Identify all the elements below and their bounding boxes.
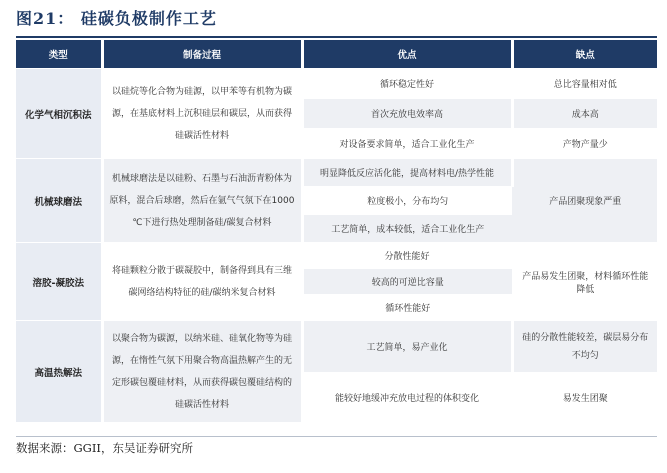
pro-cell: 首次充放电效率高 (302, 99, 512, 129)
figure-title: 图21： 硅碳负极制作工艺 (16, 9, 217, 28)
type-cell: 高温热解法 (16, 321, 102, 423)
data-source: 数据来源：GGII，东吴证券研究所 (16, 441, 193, 455)
con-cell: 硅的分散性能较差，碳层易分布不均匀 (512, 321, 657, 373)
pro-cell: 对设备要求简单，适合工业化生产 (302, 129, 512, 159)
process-table (16, 40, 657, 423)
bottom-rule (16, 436, 657, 437)
table-row (16, 321, 657, 373)
pro-cell: 粒度极小，分布均匀 (302, 187, 512, 215)
process-cell: 将硅颗粒分散于碳凝胶中，制备得到具有三维碳网络结构特征的硅/碳纳米复合材料 (102, 243, 302, 321)
table-row (16, 243, 657, 269)
header-process: 制备过程 (102, 40, 302, 69)
con-cell: 易发生团聚 (512, 373, 657, 423)
type-cell: 机械球磨法 (16, 159, 102, 243)
con-cell: 成本高 (512, 99, 657, 129)
pro-cell: 工艺简单，易产业化 (302, 321, 512, 373)
table-header-row (16, 40, 657, 69)
con-cell: 总比容量相对低 (512, 69, 657, 99)
pro-cell: 较高的可逆比容量 (302, 269, 512, 295)
pro-cell: 循环性能好 (302, 295, 512, 321)
process-cell: 以硅烷等化合物为硅源，以甲苯等有机物为碳源，在基底材料上沉积硅层和碳层，从而获得硅碳活性材料 (102, 69, 302, 159)
pro-cell: 循环稳定性好 (302, 69, 512, 99)
type-cell: 化学气相沉积法 (16, 69, 102, 159)
pro-cell: 明显降低反应活化能，提高材料电/热学性能 (302, 159, 512, 187)
pro-cell: 工艺简单，成本较低，适合工业化生产 (302, 215, 512, 243)
title-rule (16, 36, 657, 38)
process-cell: 以聚合物为碳源，以纳米硅、硅氧化物等为硅源，在惰性气氛下用聚合物高温热解产生的无定形碳包覆硅材料，从而获得碳包覆硅结构的硅碳活性材料 (102, 321, 302, 423)
header-pros: 优点 (302, 40, 512, 69)
pro-cell: 分散性能好 (302, 243, 512, 269)
table-row (16, 159, 657, 187)
table-row (16, 69, 657, 99)
header-cons: 缺点 (512, 40, 657, 69)
con-cell: 产品团聚现象严重 (512, 159, 657, 243)
con-cell: 产品易发生团聚，材料循环性能降低 (512, 243, 657, 321)
pro-cell: 能较好地缓冲充放电过程的体积变化 (302, 373, 512, 423)
type-cell: 溶胶-凝胶法 (16, 243, 102, 321)
con-cell: 产物产量少 (512, 129, 657, 159)
process-cell: 机械球磨法是以硅粉、石墨与石油沥青粉体为原料，混合后球磨，然后在氩气气氛下在1000 ℃下进行热处理制备硅/碳复合材料 (102, 159, 302, 243)
header-type: 类型 (16, 40, 102, 69)
